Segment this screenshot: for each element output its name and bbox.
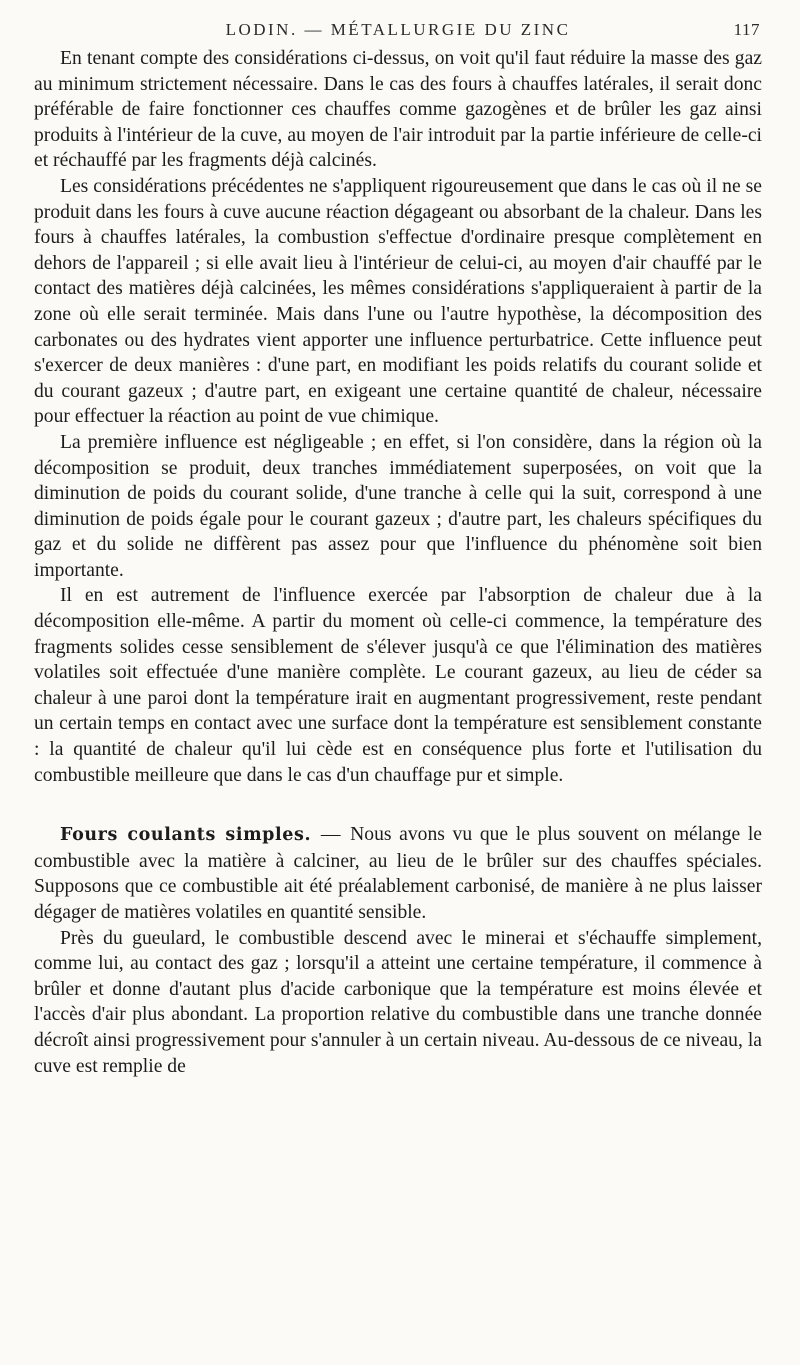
page-number: 117 [733, 20, 760, 39]
section-heading: Fours coulants simples. [60, 825, 312, 846]
section-lead-paragraph [34, 822, 762, 925]
running-title: LODIN. — MÉTALLURGIE DU ZINC [225, 20, 571, 39]
paragraph: La première influence est négligeable ; en effet, si l'on considère, dans la région où la décomposition se produit, deux tranches immédiatement superposées, on voit que la diminution de poids du courant solide, d'une tranche à celle qui la suit, correspond à une diminution de poids égale pour le courant gazeux ; d'autre part, les chaleurs spécifiques du gaz et du solide ne diffèrent pas assez pour que l'influence du phénomène soit bien importante. [34, 431, 762, 581]
section-spacer [34, 788, 762, 822]
paragraph: Près du gueulard, le combustible descend avec le minerai et s'échauffe simplement, comme lui, au contact des gaz ; lorsqu'il a atteint une certaine température, il commence à brûler et donne d'autant plus d'acide carbonique que la température est moins élevée et l'accès d'air plus abondant. La proportion relative du combustible dans une tranche donnée décroît ainsi progressivement pour s'annuler à un certain niveau. Au-dessous de ce niveau, la cuve est remplie de [34, 927, 762, 1077]
running-header [34, 16, 762, 46]
section-dash: — [320, 824, 341, 846]
body-text [34, 46, 762, 1079]
paragraph: Les considérations précédentes ne s'appliquent rigoureusement que dans le cas où il ne se produit dans les fours à cuve aucune réaction dégageant ou absorbant de la chaleur. Dans les fours à chauffes latérales, la combustion s'effectue d'ordinaire presque complètement en dehors de l'appareil ; si elle avait lieu à l'intérieur de celui-ci, au moyen d'air chauffé par le contact des matières déjà calcinées, les mêmes considérations s'appliqueraient à partir de la zone où elle serait terminée. Mais dans l'une ou l'autre hypothèse, la décomposition des carbonates ou des hydrates vient apporter une influence perturbatrice. Cette influence peut s'exercer de deux manières : d'une part, en modifiant les poids relatifs du courant solide et du courant gazeux ; d'autre part, en exigeant une certaine quantité de chaleur, nécessaire pour effectuer la réaction au point de vue chimique. [34, 175, 762, 428]
paragraph: Il en est autrement de l'influence exercée par l'absorption de chaleur due à la décomposition elle-même. A partir du moment où celle-ci commence, la température des fragments solides cesse sensiblement de s'élever jusqu'à ce que l'élimination des matières volatiles soit effectuée d'une manière complète. Le courant gazeux, au lieu de céder sa chaleur à une paroi dont la température irait en augmentant progressivement, reste pendant un certain temps en contact avec une surface dont la température est sensiblement constante : la quantité de chaleur qu'il lui cède est en conséquence plus forte et l'utilisation du combustible meilleure que dans le cas d'un chauffage pur et simple. [34, 585, 762, 786]
paragraph: En tenant compte des considérations ci-dessus, on voit qu'il faut réduire la masse des gaz au minimum strictement nécessaire. Dans le cas des fours à chauffes latérales, il serait donc préférable de faire fonctionner ces chauffes comme gazogènes et de brûler les gaz ainsi produits à l'intérieur de la cuve, au moyen de l'air introduit par la partie inférieure de celle-ci et réchauffé par les fragments déjà calcinés. [34, 48, 762, 172]
section-lead-text: Nous avons vu que le plus souvent on mélange le combustible avec la matière à calciner, au lieu de le brûler sur des chauffes spéciales. Supposons que ce combustible ait été préalablement carbonisé, de manière à ne plus laisser dégager de matières volatiles en quantité sensible. [34, 824, 763, 923]
